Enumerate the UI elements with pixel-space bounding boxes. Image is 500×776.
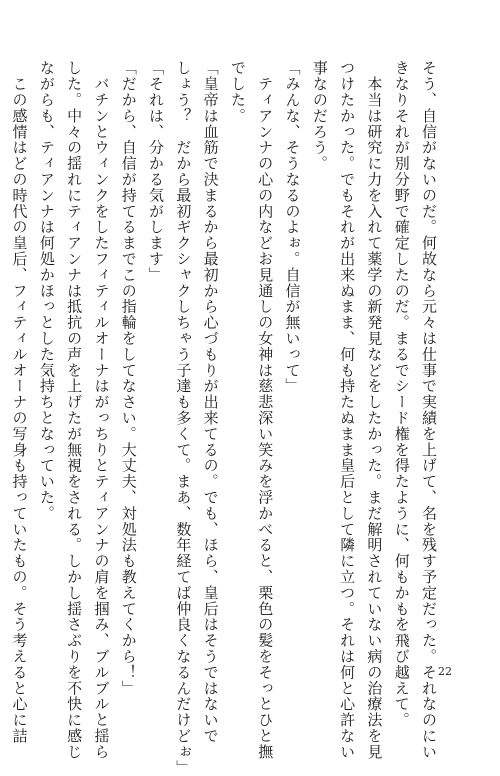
text-line: 「それは、分かる気がします」 (147, 60, 166, 283)
text-line: バチンとウィンクをしたフィティルオーナはがっちりとティアンナの肩を掴み、ブルブルと揺ら (92, 60, 111, 760)
text-line: 「皇帝は血筋で決まるから最初から心づもりが出来てるの。でも、ほら、皇后はそうではないで (201, 60, 220, 744)
page-number: 22 (438, 665, 452, 678)
text-line: しょう？ だから最初ギクシャクしちゃう子達も多くて。まあ、数年経てば仲良くなるんだけどぉ」 (174, 60, 193, 776)
text-line: でした。 (228, 60, 247, 124)
text-line: きなりそれが別分野で確定したのだ。まるでシード権を得たように、何もかもを飛び越えて。 (392, 60, 411, 728)
vertical-text-block (0, 60, 442, 776)
text-line: つけたかった。でもそれが出来ぬまま、何も持たぬまま皇后として隣に立つ。それは何と心許ない (338, 60, 357, 760)
text-line: 「みんな、そうなるのよぉ。自信が無いって」 (283, 60, 302, 394)
text-line: ながらも、ティアンナは何処かほっとした気持ちとなっていた。 (37, 60, 56, 522)
text-line: この感情はどの時代の皇后、フィティルオーナの写身も持っていたもの。そう考えると心に詰 (10, 60, 29, 744)
text-line: そう、自信がないのだ。何故なら元々は仕事で実績を上げて、名を残す予定だった。それなのにい (420, 60, 438, 760)
text-line: 「だから、自信が持てるまでこの指輪をしてなさい。大丈夫、対処法も教えてくから！」 (119, 60, 138, 696)
text-line: ティアンナの心の内などお見通しの女神は慈悲深い笑みを浮かべると、栗色の髪をそっとひと撫 (256, 60, 275, 760)
text-line: 本当は研究に力を入れて薬学の新発見などをしたかった。まだ解明されていない病の治療法を見 (365, 60, 384, 760)
text-line: した。中々の揺れにティアンナは抵抗の声を上げたが無視をされる。しかし揺さぶりを不快に感じ (65, 60, 84, 760)
text-line: 事なのだろう。 (310, 60, 329, 172)
